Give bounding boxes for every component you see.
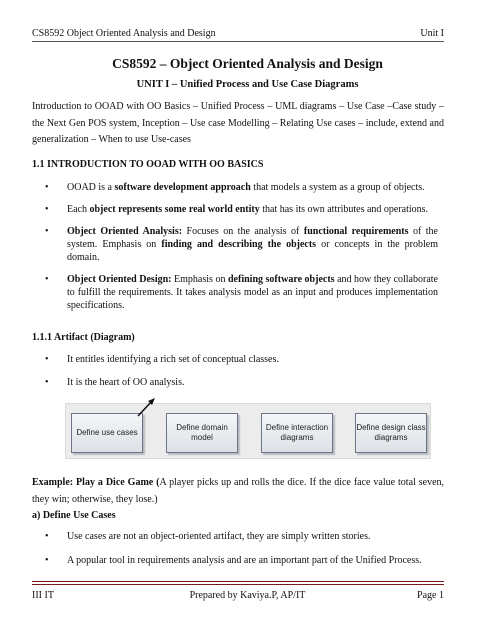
section-heading-artifact: 1.1.1 Artifact (Diagram) [32, 332, 135, 343]
footer-author: Prepared by Kaviya.P, AP/IT [189, 590, 306, 601]
header-course-title: CS8592 Object Oriented Analysis and Design [32, 28, 216, 39]
diagram-step-design-class-diagrams: Define design class diagrams [355, 413, 427, 453]
list-item: • OOAD is a software development approach that models a system as a group of objects. [45, 182, 425, 193]
footer-page-number: Page 1 [417, 590, 444, 601]
bullet-icon: • [45, 531, 49, 542]
page-subtitle: UNIT I – Unified Process and Use Case Diagrams [136, 79, 359, 90]
list-item: • Object Oriented Design: Emphasis on defining software objects and how they collaborate to fulfill the requirements. It takes analysis model as an input and produces implementation specifications. [45, 274, 438, 311]
diagram-step-interaction-diagrams: Define interaction diagrams [261, 413, 333, 453]
diagram-step-use-cases: Define use cases [71, 413, 143, 453]
arrow-icon [136, 396, 158, 418]
list-item: • It is the heart of OO analysis. [45, 377, 185, 388]
use-case-bullet-list [45, 530, 438, 567]
list-item: • It entitles identifying a rich set of conceptual classes. [45, 354, 279, 365]
footer-rule [32, 581, 444, 582]
list-item: • A popular tool in requirements analysis and are an important part of the Unified Process. [45, 555, 422, 566]
bullet-icon: • [45, 354, 49, 365]
header-rule [32, 41, 444, 42]
list-item: • Use cases are not an object-oriented artifact, they are simply written stories. [45, 531, 371, 542]
bullet-icon: • [45, 274, 49, 285]
section-heading-define-use-cases: a) Define Use Cases [32, 510, 116, 521]
bullet-icon: • [45, 204, 49, 215]
page-title: CS8592 – Object Oriented Analysis and Design [112, 56, 383, 71]
list-item: • Each object represents some real world entity that has its own attributes and operations. [45, 204, 429, 215]
diagram-step-domain-model: Define domain model [166, 413, 238, 453]
list-item: • Object Oriented Analysis: Focuses on the analysis of functional requirements of the system. Emphasis on finding and describing the objects or concepts in the problem domain. [45, 226, 438, 263]
ooad-process-diagram [65, 403, 431, 459]
bullet-icon: • [45, 555, 49, 566]
bullet-icon: • [45, 182, 49, 193]
intro-paragraph: Introduction to OOAD with OO Basics – Unified Process – UML diagrams – Use Case –Case study – the Next Gen POS system, Inception – Use case Modelling – Relating Use cases – include, extend and generalization – When to use Use-cases [32, 101, 444, 145]
footer-class: III IT [32, 590, 54, 601]
footer-rule-second [32, 584, 444, 585]
section-heading-intro: 1.1 INTRODUCTION TO OOAD WITH OO BASICS [32, 159, 264, 170]
artifact-bullet-list [45, 353, 438, 389]
header-unit: Unit I [420, 28, 444, 39]
bullet-icon: • [45, 226, 49, 237]
intro-bullet-list [45, 181, 438, 312]
example-paragraph: Example: Play a Dice Game (A player picks up and rolls the dice. If the dice face value total seven, they win; otherwise, they lose.) [32, 477, 445, 505]
bullet-icon: • [45, 377, 49, 388]
